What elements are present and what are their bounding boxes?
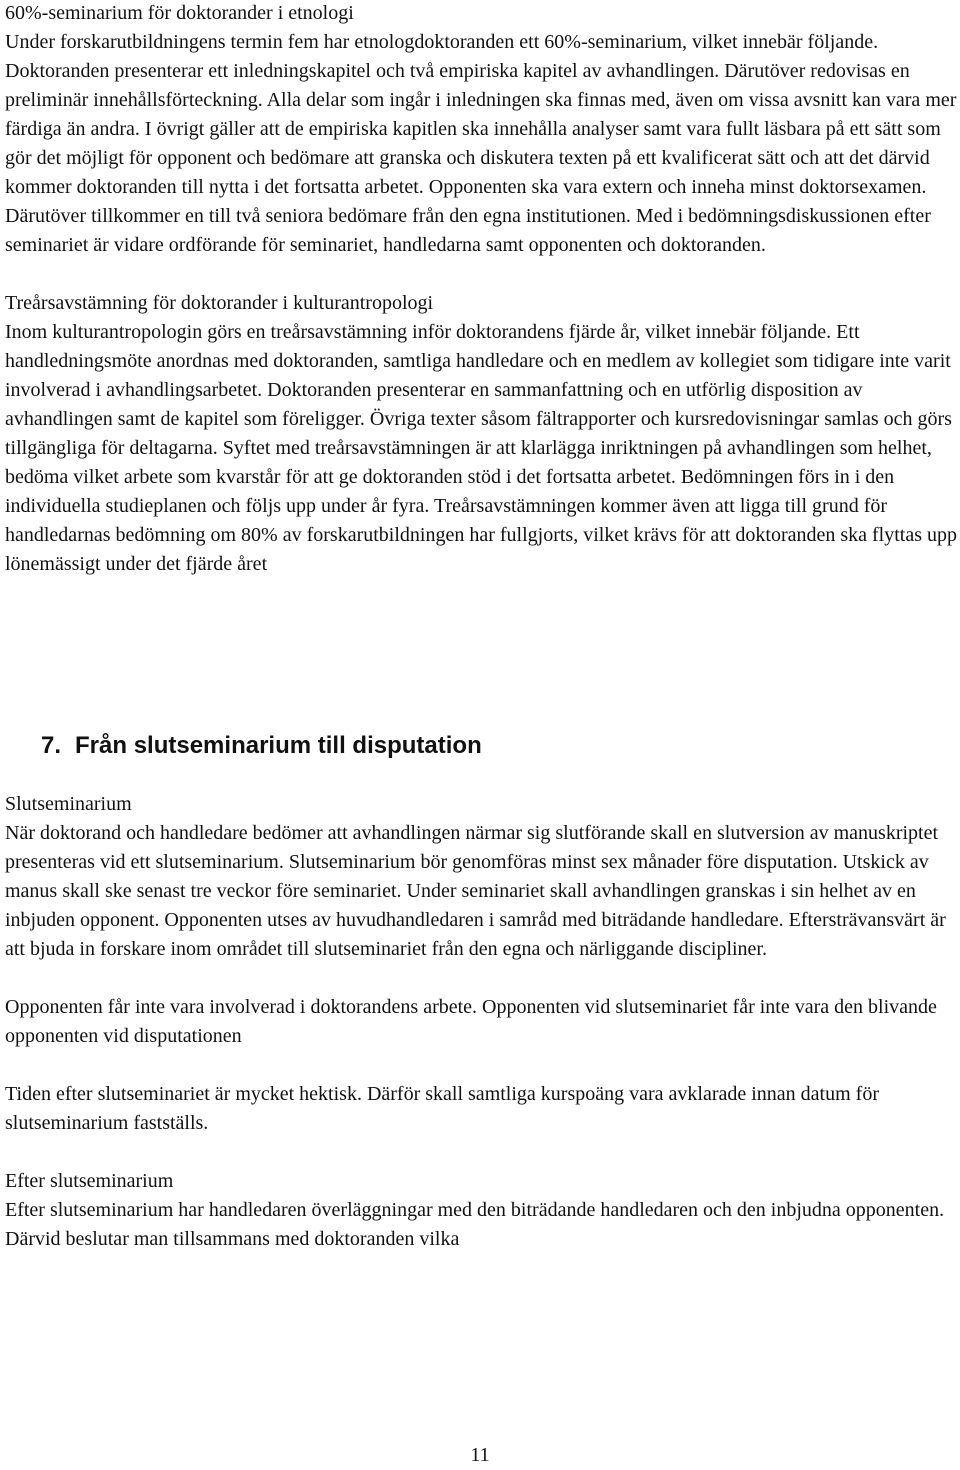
section-body-trearsavstamning: Inom kulturantropologin görs en treårsavstämning inför doktorandens fjärde år, vilket innebär följande. Ett handledningsmöte anordnas med doktoranden, samtliga handledare och en medlem av kollegiet som tidigare inte varit involverad i avhandlingsarbetet. Doktoranden presenterar en sammanfattning och en utförlig disposition av avhandlingen samt de kapitel som föreligger. Övriga texter såsom fältrapporter och kursredovisningar samlas och görs tillgängliga för deltagarna. Syftet med treårsavstämningen är att klarlägga inriktningen på avhandlingen som helhet, bedöma vilket arbete som kvarstår för att ge doktoranden stöd i det fortsatta arbetet. Bedömningen förs in i den individuella studieplanen och följs upp under år fyra. Treårsavstämningen kommer även att ligga till grund för handledarnas bedömning om 80% av forskarutbildningen har fullgjorts, vilket krävs för att doktoranden ska flyttas upp lönemässigt under det fjärde året [5, 321, 958, 575]
chapter-gap [5, 579, 957, 731]
section-efter-slutseminarium [5, 1167, 957, 1254]
section-heading-slutseminarium: Slutseminarium [5, 793, 132, 815]
section-body-efter-slutseminarium: Efter slutseminarium har handledaren överläggningar med den biträdande handledaren och den inbjudna opponenten. Därvid beslutar man tillsammans med doktoranden vilka [5, 1199, 945, 1250]
section-slutseminarium [5, 790, 957, 964]
paragraph-opponent-text: Opponenten får inte vara involverad i doktorandens arbete. Opponenten vid slutseminariet får inte vara den blivande opponenten vid disputationen [5, 996, 937, 1047]
paragraph-tiden [5, 1080, 957, 1138]
section-trearsavstamning [5, 289, 957, 579]
section-body-slutseminarium: När doktorand och handledare bedömer att avhandlingen närmar sig slutförande skall en slutversion av manuskriptet presenteras vid ett slutseminarium. Slutseminarium bör genomföras minst sex månader före disputation. Utskick av manus skall ske senast tre veckor före seminariet. Under seminariet skall avhandlingen granskas i sin helhet av en inbjuden opponent. Opponenten utses av huvudhandledaren i samråd med biträdande handledare. Eftersträvansvärt är att bjuda in forskare inom området till slutseminariet från den egna och närliggande discipliner. [5, 822, 946, 960]
paragraph-gap [5, 260, 957, 289]
paragraph-gap [5, 1138, 957, 1167]
section-heading-trearsavstamning: Treårsavstämning för doktorander i kulturantropologi [5, 292, 434, 314]
section-heading-60-seminarium: 60%-seminarium för doktorander i etnologi [5, 2, 354, 24]
chapter-number: 7. [41, 732, 62, 759]
section-60-seminarium [5, 0, 957, 260]
paragraph-tiden-text: Tiden efter slutseminariet är mycket hektisk. Därför skall samtliga kurspoäng vara avklarade innan datum för slutseminarium fastställs. [5, 1083, 879, 1134]
chapter-heading [5, 731, 957, 761]
paragraph-gap [5, 964, 957, 993]
page-number: 11 [470, 1444, 490, 1466]
section-body-60-seminarium: Under forskarutbildningens termin fem har etnologdoktoranden ett 60%-seminarium, vilket innebär följande. Doktoranden presenterar ett inledningskapitel och två empiriska kapitel av avhandlingen. Därutöver redovisas en preliminär innehållsförteckning. Alla delar som ingår i inledningen ska finnas med, även om vissa avsnitt kan vara mer färdiga än andra. I övrigt gäller att de empiriska kapitlen ska innehålla analyser samt vara fullt läsbara på ett sätt som gör det möjligt för opponent och bedömare att granska och diskutera texten på ett kvalificerat sätt och att det därvid kommer doktoranden till nytta i det fortsatta arbetet. Opponenten ska vara extern och inneha minst doktorsexamen. Därutöver tillkommer en till två seniora bedömare från den egna institutionen. Med i bedömningsdiskussionen efter seminariet är vidare ordförande för seminariet, handledarna samt opponenten och doktoranden. [5, 31, 957, 256]
paragraph-gap [5, 1051, 957, 1080]
document-page [5, 0, 957, 1254]
chapter-title: Från slutseminarium till disputation [75, 732, 482, 759]
section-heading-efter-slutseminarium: Efter slutseminarium [5, 1170, 174, 1192]
paragraph-opponent [5, 993, 957, 1051]
